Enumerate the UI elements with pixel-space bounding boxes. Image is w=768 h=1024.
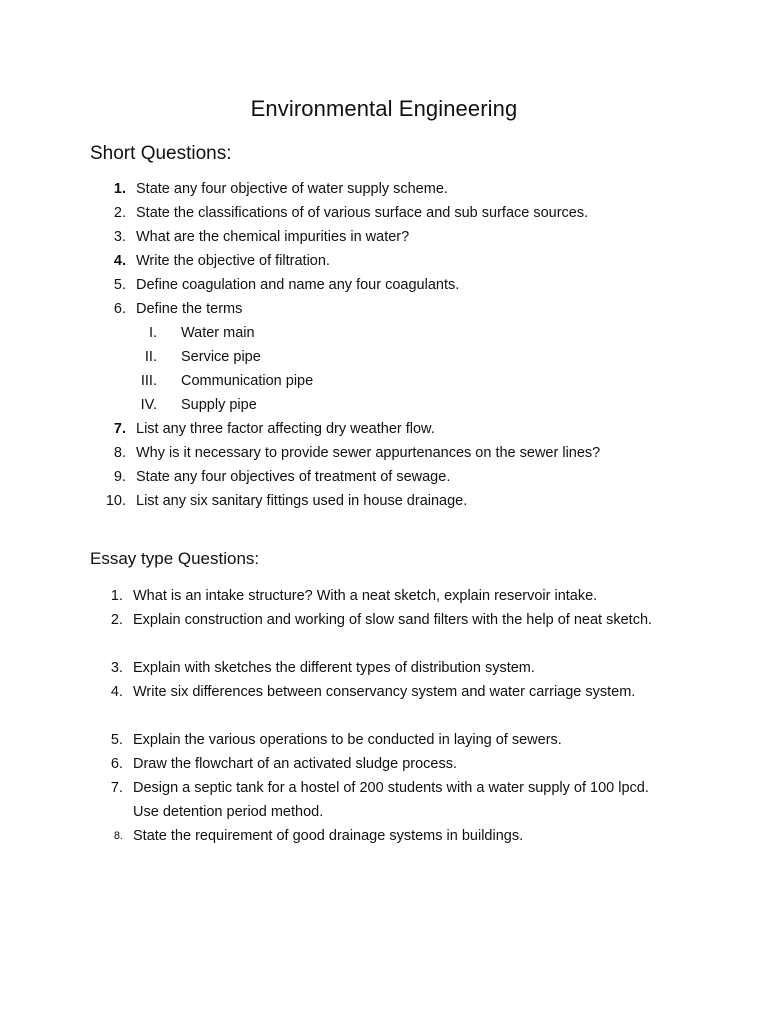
item-text: Write six differences between conservancy system and water carriage system. (133, 684, 636, 700)
item-number: 5. (110, 732, 123, 748)
item-text: Explain construction and working of slow sand filters with the help of neat sketch. (133, 612, 653, 628)
item-number: 2. (113, 205, 126, 221)
item-number: 7. (110, 780, 123, 796)
list-item (0, 776, 768, 824)
essay-questions-heading: Essay type Questions: (90, 549, 260, 568)
short-questions-heading: Short Questions: (90, 143, 232, 164)
list-item (0, 441, 768, 465)
sub-item-number: II. (144, 349, 157, 365)
list-item (0, 608, 768, 656)
sub-item-text: Service pipe (181, 349, 261, 365)
item-number: 9. (113, 469, 126, 485)
list-item (0, 417, 768, 441)
item-number: 6. (113, 301, 126, 317)
item-text: Design a septic tank for a hostel of 200 students with a water supply of 100 lpcd. Use detention period method. (133, 780, 649, 820)
list-item (0, 680, 768, 728)
short-questions-list (0, 177, 768, 513)
item-text: What is an intake structure? With a neat sketch, explain reservoir intake. (133, 588, 598, 604)
item-number: 1. (110, 588, 123, 604)
sub-item-text: Supply pipe (181, 397, 257, 413)
item-text: List any three factor affecting dry weather flow. (136, 421, 435, 437)
page-title: Environmental Engineering (250, 96, 518, 121)
sub-item-number: I. (148, 325, 157, 341)
item-text: State any four objective of water supply scheme. (136, 181, 448, 197)
item-number: 10. (105, 493, 126, 509)
list-item (0, 752, 768, 776)
item-number: 7. (113, 421, 126, 437)
list-item (0, 824, 768, 848)
item-text: State the requirement of good drainage systems in buildings. (133, 828, 524, 844)
item-text: List any six sanitary fittings used in house drainage. (136, 493, 468, 509)
list-item (0, 728, 768, 752)
item-number: 8. (113, 445, 126, 461)
item-text: What are the chemical impurities in water? (136, 229, 410, 245)
item-number: 2. (110, 612, 123, 628)
list-item (0, 225, 768, 249)
item-text: Why is it necessary to provide sewer appurtenances on the sewer lines? (136, 445, 601, 461)
item-number: 3. (113, 229, 126, 245)
item-number: 1. (113, 181, 126, 197)
item-text: State the classifications of of various surface and sub surface sources. (136, 205, 589, 221)
list-item (0, 273, 768, 297)
list-item (0, 656, 768, 680)
sub-list-item (0, 393, 768, 417)
item-number: 8. (113, 830, 123, 842)
list-item (0, 201, 768, 225)
sub-item-text: Water main (181, 325, 255, 341)
sub-list-item (0, 321, 768, 345)
item-number: 5. (113, 277, 126, 293)
item-number: 4. (110, 684, 123, 700)
item-text: State any four objectives of treatment of sewage. (136, 469, 451, 485)
sub-item-number: III. (140, 373, 157, 389)
essay-questions-list (0, 584, 768, 848)
sub-item-text: Communication pipe (181, 373, 314, 389)
item-text: Define the terms (136, 301, 243, 317)
list-item (0, 489, 768, 513)
list-item (0, 297, 768, 321)
list-item (0, 177, 768, 201)
list-item (0, 249, 768, 273)
item-text: Write the objective of filtration. (136, 253, 330, 269)
sub-list-item (0, 345, 768, 369)
item-number: 3. (110, 660, 123, 676)
item-text: Define coagulation and name any four coagulants. (136, 277, 460, 293)
item-text: Explain the various operations to be conducted in laying of sewers. (133, 732, 562, 748)
item-number: 4. (113, 253, 126, 269)
list-item (0, 584, 768, 608)
item-number: 6. (110, 756, 123, 772)
sub-list-item (0, 369, 768, 393)
item-text: Explain with sketches the different types of distribution system. (133, 660, 535, 676)
sub-item-number: IV. (140, 397, 157, 413)
item-text: Draw the flowchart of an activated sludge process. (133, 756, 457, 772)
list-item (0, 465, 768, 489)
